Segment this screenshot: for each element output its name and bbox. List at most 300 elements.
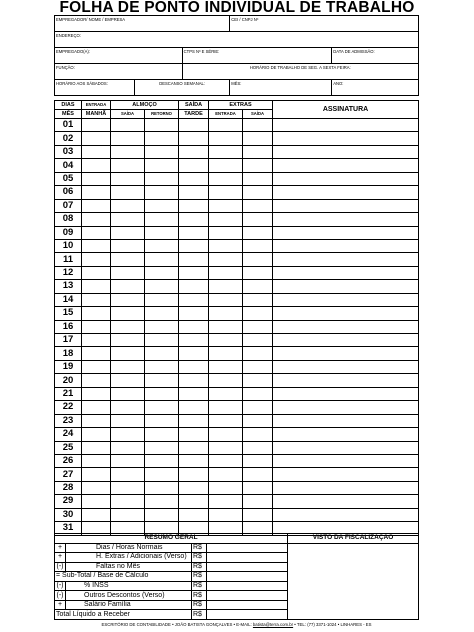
ctps-label: CTPS Nº E SÉRIE:	[183, 49, 220, 54]
day-number: 12	[55, 266, 82, 279]
employer-label: EMPREGADOR/ NOME / EMPRESA	[56, 17, 126, 22]
cei-field[interactable]	[230, 16, 419, 32]
saida-tarde-cell[interactable]	[179, 334, 209, 347]
extras-saida-cell[interactable]	[243, 213, 273, 226]
almoco-saida-cell[interactable]	[111, 186, 145, 199]
extras-saida-cell[interactable]	[243, 441, 273, 454]
almoco-retorno-cell[interactable]	[145, 253, 179, 266]
extras-entrada-cell[interactable]	[209, 401, 243, 414]
col-extras-saida: SAÍDA	[243, 110, 273, 119]
schedule-weekday-field[interactable]	[182, 64, 418, 80]
extras-saida-cell[interactable]	[243, 226, 273, 239]
summary-sign: (-)	[56, 591, 64, 599]
almoco-retorno-cell[interactable]	[145, 266, 179, 279]
day-row	[55, 320, 419, 333]
entrada-cell[interactable]	[82, 508, 111, 521]
almoco-saida-cell[interactable]	[111, 360, 145, 373]
assinatura-cell[interactable]	[273, 334, 419, 347]
almoco-retorno-cell[interactable]	[145, 401, 179, 414]
almoco-retorno-cell[interactable]	[145, 374, 179, 387]
weekly-rest-field[interactable]	[135, 80, 230, 96]
day-row	[55, 145, 419, 158]
currency-label: R$	[192, 572, 207, 582]
extras-saida-cell[interactable]	[243, 172, 273, 185]
day-row	[55, 213, 419, 226]
entrada-cell[interactable]	[82, 119, 111, 132]
saida-tarde-cell[interactable]	[179, 508, 209, 521]
day-number: 11	[55, 253, 82, 266]
assinatura-cell[interactable]	[273, 280, 419, 293]
saida-tarde-cell[interactable]	[179, 145, 209, 158]
extras-saida-cell[interactable]	[243, 481, 273, 494]
extras-saida-cell[interactable]	[243, 266, 273, 279]
month-field[interactable]	[230, 80, 332, 96]
summary-value[interactable]	[207, 610, 288, 620]
almoco-retorno-cell[interactable]	[145, 213, 179, 226]
currency-label: R$	[192, 553, 207, 563]
admission-field[interactable]	[332, 48, 419, 64]
entrada-cell[interactable]	[82, 374, 111, 387]
currency-label: R$	[192, 610, 207, 620]
almoco-saida-cell[interactable]	[111, 280, 145, 293]
weekly-rest-label: DESCANSO SEMANAL:	[159, 81, 206, 86]
saida-tarde-cell[interactable]	[179, 414, 209, 427]
day-number: 04	[55, 159, 82, 172]
extras-saida-cell[interactable]	[243, 320, 273, 333]
col-almoco-saida: SAÍDA	[111, 110, 145, 119]
almoco-retorno-cell[interactable]	[145, 226, 179, 239]
extras-entrada-cell[interactable]	[209, 145, 243, 158]
col-mes: MÊS	[55, 110, 82, 119]
almoco-saida-cell[interactable]	[111, 374, 145, 387]
entrada-cell[interactable]	[82, 266, 111, 279]
entrada-cell[interactable]	[82, 293, 111, 306]
saida-tarde-cell[interactable]	[179, 374, 209, 387]
entrada-cell[interactable]	[82, 401, 111, 414]
entrada-cell[interactable]	[82, 213, 111, 226]
assinatura-cell[interactable]	[273, 320, 419, 333]
extras-entrada-cell[interactable]	[209, 213, 243, 226]
entrada-cell[interactable]	[82, 481, 111, 494]
day-row	[55, 481, 419, 494]
extras-entrada-cell[interactable]	[209, 253, 243, 266]
saida-tarde-cell[interactable]	[179, 495, 209, 508]
day-row	[55, 172, 419, 185]
saida-tarde-cell[interactable]	[179, 481, 209, 494]
currency-label: R$	[192, 591, 207, 601]
extras-entrada-cell[interactable]	[209, 186, 243, 199]
day-number: 23	[55, 414, 82, 427]
entrada-cell[interactable]	[82, 387, 111, 400]
month-label: MÊS:	[231, 81, 242, 86]
extras-entrada-cell[interactable]	[209, 226, 243, 239]
year-field[interactable]	[332, 80, 419, 96]
saida-tarde-cell[interactable]	[179, 454, 209, 467]
extras-saida-cell[interactable]	[243, 307, 273, 320]
almoco-saida-cell[interactable]	[111, 172, 145, 185]
extras-entrada-cell[interactable]	[209, 159, 243, 172]
saida-tarde-cell[interactable]	[179, 213, 209, 226]
extras-saida-cell[interactable]	[243, 119, 273, 132]
ctps-field[interactable]	[182, 48, 332, 64]
footer-text-a: ESCRITÓRIO DE CONTABILIDADE • JOÃO BATISTA GONÇALVES • E-MAIL:	[101, 622, 253, 627]
entrada-cell[interactable]	[82, 239, 111, 252]
entrada-cell[interactable]	[82, 320, 111, 333]
col-dias: DIAS	[55, 101, 82, 110]
extras-entrada-cell[interactable]	[209, 508, 243, 521]
day-row	[55, 239, 419, 252]
almoco-retorno-cell[interactable]	[145, 186, 179, 199]
day-number: 18	[55, 347, 82, 360]
day-number: 03	[55, 145, 82, 158]
almoco-saida-cell[interactable]	[111, 347, 145, 360]
saida-tarde-cell[interactable]	[179, 387, 209, 400]
extras-entrada-cell[interactable]	[209, 374, 243, 387]
day-row	[55, 360, 419, 373]
day-number: 08	[55, 213, 82, 226]
almoco-retorno-cell[interactable]	[145, 508, 179, 521]
entrada-cell[interactable]	[82, 172, 111, 185]
extras-saida-cell[interactable]	[243, 387, 273, 400]
entrada-cell[interactable]	[82, 307, 111, 320]
summary-value[interactable]	[207, 543, 288, 553]
almoco-retorno-cell[interactable]	[145, 172, 179, 185]
extras-saida-cell[interactable]	[243, 454, 273, 467]
extras-saida-cell[interactable]	[243, 347, 273, 360]
almoco-saida-cell[interactable]	[111, 468, 145, 481]
extras-saida-cell[interactable]	[243, 495, 273, 508]
almoco-saida-cell[interactable]	[111, 226, 145, 239]
almoco-retorno-cell[interactable]	[145, 320, 179, 333]
almoco-retorno-cell[interactable]	[145, 347, 179, 360]
extras-saida-cell[interactable]	[243, 253, 273, 266]
almoco-saida-cell[interactable]	[111, 441, 145, 454]
saida-tarde-cell[interactable]	[179, 320, 209, 333]
footer	[54, 622, 419, 628]
extras-entrada-cell[interactable]	[209, 119, 243, 132]
almoco-saida-cell[interactable]	[111, 307, 145, 320]
assinatura-cell[interactable]	[273, 441, 419, 454]
day-row	[55, 414, 419, 427]
extras-saida-cell[interactable]	[243, 280, 273, 293]
saida-tarde-cell[interactable]	[179, 428, 209, 441]
almoco-retorno-cell[interactable]	[145, 119, 179, 132]
saida-tarde-cell[interactable]	[179, 159, 209, 172]
entrada-cell[interactable]	[82, 468, 111, 481]
almoco-retorno-cell[interactable]	[145, 441, 179, 454]
summary-value[interactable]	[207, 562, 288, 572]
assinatura-cell[interactable]	[273, 119, 419, 132]
day-number: 07	[55, 199, 82, 212]
extras-saida-cell[interactable]	[243, 132, 273, 145]
day-row	[55, 199, 419, 212]
saida-tarde-cell[interactable]	[179, 186, 209, 199]
assinatura-cell[interactable]	[273, 360, 419, 373]
entrada-cell[interactable]	[82, 428, 111, 441]
almoco-retorno-cell[interactable]	[145, 145, 179, 158]
saida-tarde-cell[interactable]	[179, 253, 209, 266]
entrada-cell[interactable]	[82, 199, 111, 212]
saida-tarde-cell[interactable]	[179, 266, 209, 279]
page-title: FOLHA DE PONTO INDIVIDUAL DE TRABALHO	[59, 0, 415, 16]
extras-saida-cell[interactable]	[243, 159, 273, 172]
entrada-cell[interactable]	[82, 280, 111, 293]
entrada-cell[interactable]	[82, 441, 111, 454]
footer-email-link[interactable]: batista@terra.com.br	[252, 622, 294, 627]
summary-value[interactable]	[207, 591, 288, 601]
extras-saida-cell[interactable]	[243, 401, 273, 414]
almoco-saida-cell[interactable]	[111, 132, 145, 145]
entrada-cell[interactable]	[82, 145, 111, 158]
almoco-saida-cell[interactable]	[111, 508, 145, 521]
extras-saida-cell[interactable]	[243, 414, 273, 427]
address-field[interactable]	[55, 32, 419, 48]
extras-entrada-cell[interactable]	[209, 293, 243, 306]
entrada-cell[interactable]	[82, 347, 111, 360]
summary-label: Faltas no Mês	[66, 562, 192, 572]
extras-entrada-cell[interactable]	[209, 495, 243, 508]
summary-sign: (-)	[56, 582, 64, 589]
almoco-retorno-cell[interactable]	[145, 199, 179, 212]
assinatura-cell[interactable]	[273, 253, 419, 266]
entrada-cell[interactable]	[82, 226, 111, 239]
almoco-retorno-cell[interactable]	[145, 280, 179, 293]
day-row	[55, 307, 419, 320]
day-number: 17	[55, 334, 82, 347]
day-number: 27	[55, 468, 82, 481]
assinatura-cell[interactable]	[273, 199, 419, 212]
entrada-cell[interactable]	[82, 186, 111, 199]
almoco-retorno-cell[interactable]	[145, 132, 179, 145]
almoco-saida-cell[interactable]	[111, 253, 145, 266]
assinatura-cell[interactable]	[273, 347, 419, 360]
day-row	[55, 454, 419, 467]
assinatura-cell[interactable]	[273, 239, 419, 252]
function-field[interactable]	[55, 64, 183, 80]
day-row	[55, 468, 419, 481]
extras-saida-cell[interactable]	[243, 145, 273, 158]
almoco-retorno-cell[interactable]	[145, 334, 179, 347]
year-label: ANO:	[333, 81, 344, 86]
extras-saida-cell[interactable]	[243, 374, 273, 387]
saida-tarde-cell[interactable]	[179, 468, 209, 481]
assinatura-cell[interactable]	[273, 374, 419, 387]
day-row	[55, 508, 419, 521]
almoco-saida-cell[interactable]	[111, 454, 145, 467]
extras-entrada-cell[interactable]	[209, 414, 243, 427]
assinatura-cell[interactable]	[273, 307, 419, 320]
almoco-saida-cell[interactable]	[111, 266, 145, 279]
assinatura-cell[interactable]	[273, 401, 419, 414]
almoco-retorno-cell[interactable]	[145, 307, 179, 320]
day-number: 28	[55, 481, 82, 494]
extras-saida-cell[interactable]	[243, 186, 273, 199]
summary-table	[54, 533, 419, 620]
assinatura-cell[interactable]	[273, 172, 419, 185]
assinatura-cell[interactable]	[273, 186, 419, 199]
schedule-saturday-field[interactable]	[55, 80, 135, 96]
almoco-saida-cell[interactable]	[111, 320, 145, 333]
extras-entrada-cell[interactable]	[209, 347, 243, 360]
extras-entrada-cell[interactable]	[209, 468, 243, 481]
assinatura-cell[interactable]	[273, 481, 419, 494]
summary-label: Salário Família	[66, 600, 192, 610]
almoco-retorno-cell[interactable]	[145, 495, 179, 508]
entrada-cell[interactable]	[82, 454, 111, 467]
extras-saida-cell[interactable]	[243, 428, 273, 441]
almoco-saida-cell[interactable]	[111, 213, 145, 226]
extras-entrada-cell[interactable]	[209, 481, 243, 494]
almoco-retorno-cell[interactable]	[145, 428, 179, 441]
almoco-retorno-cell[interactable]	[145, 454, 179, 467]
col-extras: EXTRAS	[209, 101, 273, 110]
almoco-saida-cell[interactable]	[111, 414, 145, 427]
almoco-saida-cell[interactable]	[111, 334, 145, 347]
assinatura-cell[interactable]	[273, 428, 419, 441]
entrada-cell[interactable]	[82, 132, 111, 145]
summary-value[interactable]	[207, 600, 288, 610]
saida-tarde-cell[interactable]	[179, 280, 209, 293]
extras-saida-cell[interactable]	[243, 199, 273, 212]
assinatura-cell[interactable]	[273, 132, 419, 145]
saida-tarde-cell[interactable]	[179, 401, 209, 414]
summary-sign: +	[55, 553, 66, 563]
almoco-saida-cell[interactable]	[111, 239, 145, 252]
almoco-retorno-cell[interactable]	[145, 387, 179, 400]
almoco-saida-cell[interactable]	[111, 145, 145, 158]
summary-value[interactable]	[207, 553, 288, 563]
assinatura-cell[interactable]	[273, 468, 419, 481]
summary-label: % INSS	[66, 581, 192, 591]
almoco-saida-cell[interactable]	[111, 119, 145, 132]
entrada-cell[interactable]	[82, 253, 111, 266]
extras-saida-cell[interactable]	[243, 468, 273, 481]
extras-entrada-cell[interactable]	[209, 441, 243, 454]
currency-label: R$	[192, 543, 207, 553]
summary-label: Dias / Horas Normais	[66, 543, 192, 553]
timesheet-grid	[54, 100, 419, 536]
assinatura-cell[interactable]	[273, 495, 419, 508]
assinatura-cell[interactable]	[273, 226, 419, 239]
almoco-saida-cell[interactable]	[111, 401, 145, 414]
almoco-retorno-cell[interactable]	[145, 360, 179, 373]
entrada-cell[interactable]	[82, 360, 111, 373]
almoco-retorno-cell[interactable]	[145, 414, 179, 427]
extras-saida-cell[interactable]	[243, 293, 273, 306]
almoco-saida-cell[interactable]	[111, 387, 145, 400]
almoco-saida-cell[interactable]	[111, 199, 145, 212]
assinatura-cell[interactable]	[273, 266, 419, 279]
col-almoco-retorno: RETORNO	[145, 110, 179, 119]
extras-entrada-cell[interactable]	[209, 132, 243, 145]
extras-entrada-cell[interactable]	[209, 320, 243, 333]
extras-saida-cell[interactable]	[243, 334, 273, 347]
extras-entrada-cell[interactable]	[209, 172, 243, 185]
day-number: 02	[55, 132, 82, 145]
extras-saida-cell[interactable]	[243, 360, 273, 373]
assinatura-cell[interactable]	[273, 387, 419, 400]
saida-tarde-cell[interactable]	[179, 293, 209, 306]
col-almoco: ALMOÇO	[111, 101, 179, 110]
summary-label: Total Líquido a Receber	[55, 610, 192, 620]
assinatura-cell[interactable]	[273, 159, 419, 172]
saida-tarde-cell[interactable]	[179, 226, 209, 239]
extras-entrada-cell[interactable]	[209, 239, 243, 252]
col-assinatura: ASSINATURA	[273, 101, 419, 119]
saida-tarde-cell[interactable]	[179, 172, 209, 185]
almoco-retorno-cell[interactable]	[145, 159, 179, 172]
entrada-cell[interactable]	[82, 159, 111, 172]
saida-tarde-cell[interactable]	[179, 239, 209, 252]
day-row	[55, 293, 419, 306]
saida-tarde-cell[interactable]	[179, 132, 209, 145]
assinatura-cell[interactable]	[273, 454, 419, 467]
visto-box[interactable]	[288, 543, 419, 619]
day-number: 19	[55, 360, 82, 373]
summary-value[interactable]	[207, 572, 288, 582]
assinatura-cell[interactable]	[273, 293, 419, 306]
almoco-saida-cell[interactable]	[111, 481, 145, 494]
almoco-saida-cell[interactable]	[111, 159, 145, 172]
extras-entrada-cell[interactable]	[209, 280, 243, 293]
extras-entrada-cell[interactable]	[209, 307, 243, 320]
assinatura-cell[interactable]	[273, 145, 419, 158]
summary-value[interactable]	[207, 581, 288, 591]
extras-saida-cell[interactable]	[243, 239, 273, 252]
saida-tarde-cell[interactable]	[179, 360, 209, 373]
almoco-retorno-cell[interactable]	[145, 293, 179, 306]
entrada-cell[interactable]	[82, 495, 111, 508]
employer-field[interactable]	[55, 16, 230, 32]
day-row	[55, 226, 419, 239]
day-row	[55, 280, 419, 293]
extras-entrada-cell[interactable]	[209, 199, 243, 212]
extras-entrada-cell[interactable]	[209, 387, 243, 400]
saida-tarde-cell[interactable]	[179, 307, 209, 320]
day-number: 24	[55, 428, 82, 441]
almoco-saida-cell[interactable]	[111, 293, 145, 306]
almoco-retorno-cell[interactable]	[145, 239, 179, 252]
schedule-weekday-label: HORÁRIO DE TRABALHO DE SEG. A SEXTA FEIRA:	[249, 65, 351, 70]
extras-entrada-cell[interactable]	[209, 360, 243, 373]
extras-entrada-cell[interactable]	[209, 454, 243, 467]
address-label: ENDEREÇO:	[56, 33, 81, 38]
employee-field[interactable]	[55, 48, 183, 64]
assinatura-cell[interactable]	[273, 508, 419, 521]
saida-tarde-cell[interactable]	[179, 441, 209, 454]
almoco-retorno-cell[interactable]	[145, 481, 179, 494]
extras-entrada-cell[interactable]	[209, 428, 243, 441]
entrada-cell[interactable]	[82, 334, 111, 347]
assinatura-cell[interactable]	[273, 414, 419, 427]
almoco-saida-cell[interactable]	[111, 428, 145, 441]
extras-saida-cell[interactable]	[243, 508, 273, 521]
extras-entrada-cell[interactable]	[209, 334, 243, 347]
assinatura-cell[interactable]	[273, 213, 419, 226]
almoco-retorno-cell[interactable]	[145, 468, 179, 481]
extras-entrada-cell[interactable]	[209, 266, 243, 279]
almoco-saida-cell[interactable]	[111, 495, 145, 508]
currency-label: R$	[192, 600, 207, 610]
saida-tarde-cell[interactable]	[179, 347, 209, 360]
day-number: 25	[55, 441, 82, 454]
entrada-cell[interactable]	[82, 414, 111, 427]
saida-tarde-cell[interactable]	[179, 199, 209, 212]
saida-tarde-cell[interactable]	[179, 119, 209, 132]
day-row	[55, 347, 419, 360]
employee-label: EMPREGADO(A):	[56, 49, 90, 54]
day-row	[55, 132, 419, 145]
